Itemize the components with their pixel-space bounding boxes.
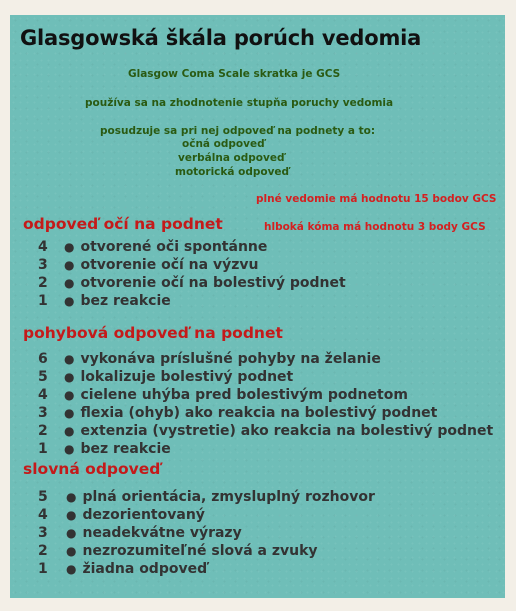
bullet-icon: ● [66, 508, 77, 522]
score-value: 4 [38, 387, 48, 403]
score-description: vykonáva príslušné pohyby na želanie [80, 351, 381, 367]
score-value: 3 [38, 525, 48, 541]
score-value: 5 [38, 369, 48, 385]
section-verbal-heading: slovná odpoveď [23, 460, 161, 478]
gcs-card [10, 15, 505, 598]
motor-row [38, 441, 171, 457]
score-value: 6 [38, 351, 48, 367]
intro-item-motor: motorická odpoveď [175, 166, 290, 178]
score-description: flexia (ohyb) ako reakcia na bolestivý podnet [80, 405, 438, 421]
score-value: 1 [38, 441, 48, 457]
score-value: 3 [38, 405, 48, 421]
bullet-icon: ● [64, 276, 75, 290]
motor-row [38, 423, 493, 439]
motor-row [38, 405, 437, 421]
score-description: otvorenie očí na výzvu [80, 257, 259, 273]
score-value: 5 [38, 489, 48, 505]
intro-line-2: používa sa na zhodnotenie stupňa poruchy vedomia [85, 97, 394, 109]
bullet-icon: ● [66, 562, 77, 576]
bullet-icon: ● [64, 352, 75, 366]
bullet-icon: ● [66, 526, 77, 540]
score-description: neadekvátne výrazy [82, 525, 242, 541]
eye-row [38, 293, 171, 309]
eye-row [38, 275, 346, 291]
bullet-icon: ● [66, 490, 77, 504]
score-value: 1 [38, 561, 48, 577]
motor-row [38, 351, 381, 367]
score-value: 1 [38, 293, 48, 309]
section-motor-heading: pohybová odpoveď na podnet [23, 324, 283, 342]
score-description: otvorené oči spontánne [80, 239, 268, 255]
note-deep-coma: hlboká kóma má hodnotu 3 body GCS [264, 221, 486, 233]
score-description: lokalizuje bolestivý podnet [80, 369, 294, 385]
intro-line-1: Glasgow Coma Scale skratka je GCS [128, 68, 341, 80]
score-value: 2 [38, 543, 48, 559]
score-value: 3 [38, 257, 48, 273]
motor-row [38, 387, 408, 403]
bullet-icon: ● [64, 240, 75, 254]
verbal-row [38, 561, 207, 577]
score-description: žiadna odpoveď [82, 561, 208, 577]
intro-line-3: posudzuje sa pri nej odpoveď na podnety a to: [100, 125, 376, 137]
verbal-row [38, 489, 375, 505]
section-eye-heading: odpoveď očí na podnet [23, 215, 223, 233]
score-description: extenzia (vystretie) ako reakcia na bolestivý podnet [80, 423, 494, 439]
verbal-row [38, 543, 318, 559]
intro-item-eye: očná odpoveď [182, 138, 265, 150]
score-value: 2 [38, 275, 48, 291]
bullet-icon: ● [64, 406, 75, 420]
page-title: Glasgowská škála porúch vedomia [20, 26, 422, 50]
intro-item-verbal: verbálna odpoveď [178, 152, 285, 164]
score-value: 4 [38, 239, 48, 255]
bullet-icon: ● [64, 424, 75, 438]
score-description: dezorientovaný [82, 507, 205, 523]
score-description: nezrozumiteľné slová a zvuky [82, 543, 318, 559]
eye-row [38, 257, 258, 273]
note-full-consciousness: plné vedomie má hodnotu 15 bodov GCS [256, 193, 497, 205]
bullet-icon: ● [64, 258, 75, 272]
score-value: 4 [38, 507, 48, 523]
bullet-icon: ● [64, 442, 75, 456]
bullet-icon: ● [64, 294, 75, 308]
bullet-icon: ● [64, 370, 75, 384]
bullet-icon: ● [64, 388, 75, 402]
score-value: 2 [38, 423, 48, 439]
score-description: otvorenie očí na bolestivý podnet [80, 275, 346, 291]
score-description: bez reakcie [80, 293, 171, 309]
verbal-row [38, 525, 242, 541]
score-description: cielene uhýba pred bolestivým podnetom [80, 387, 408, 403]
bullet-icon: ● [66, 544, 77, 558]
score-description: bez reakcie [80, 441, 171, 457]
eye-row [38, 239, 267, 255]
score-description: plná orientácia, zmysluplný rozhovor [82, 489, 375, 505]
motor-row [38, 369, 293, 385]
verbal-row [38, 507, 205, 523]
